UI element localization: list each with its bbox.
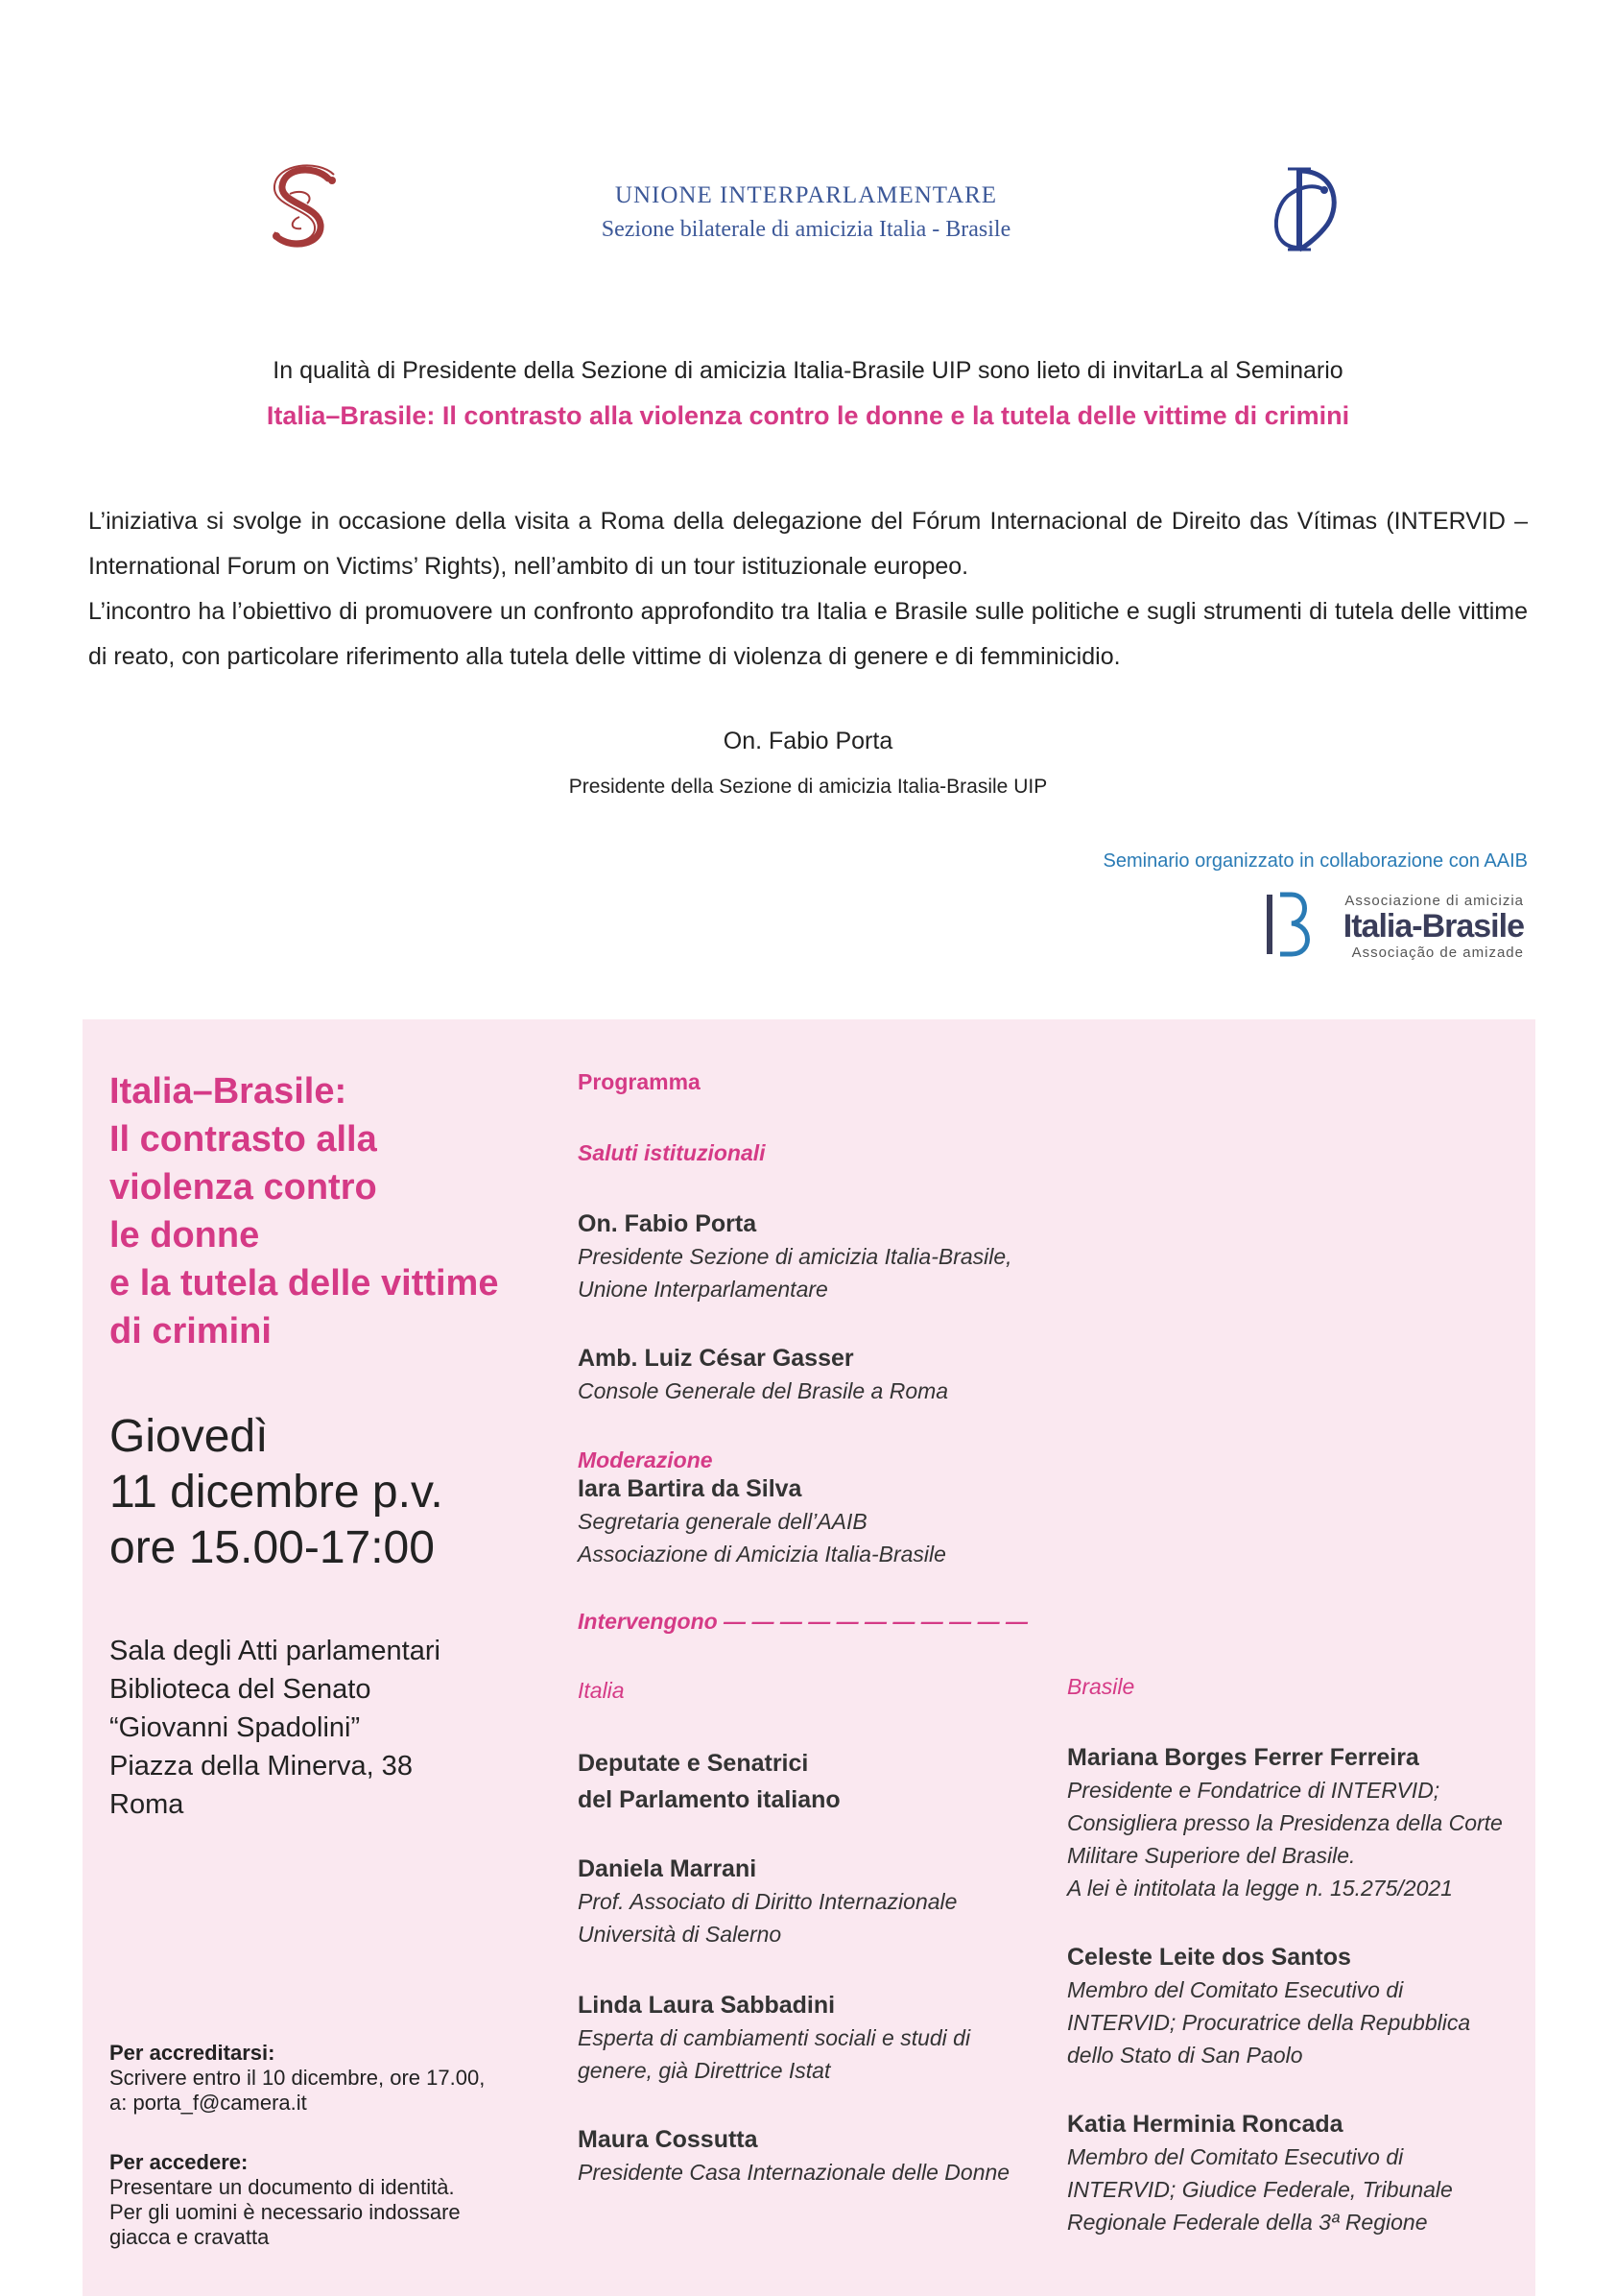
speaker-roncada: [1067, 2108, 1537, 2238]
speaker-role: Presidente Casa Internazionale delle Donne: [578, 2160, 1010, 2185]
speaker-name: Maura Cossutta: [578, 2126, 758, 2153]
event-title-line: Italia–Brasile:: [109, 1071, 347, 1112]
access-line: giacca e cravatta: [109, 2225, 270, 2249]
speaker-name: Katia Herminia Roncada: [1067, 2111, 1343, 2138]
event-title-line: Il contrasto alla: [109, 1119, 377, 1160]
program-heading: Programma: [578, 1069, 701, 1094]
accreditation-title: Per accreditarsi:: [109, 2041, 275, 2065]
speaker-sabbadini: [578, 1989, 1058, 2087]
venue-line: Sala degli Atti parlamentari: [109, 1636, 440, 1666]
speaker-name: On. Fabio Porta: [578, 1210, 757, 1237]
event-title: [109, 1067, 560, 1355]
camera-logo-icon: [1274, 161, 1349, 257]
access-info: [109, 2150, 541, 2250]
venue-line: Piazza della Minerva, 38: [109, 1751, 413, 1782]
invite-line: In qualità di Presidente della Sezione di amicizia Italia-Brasile UIP sono lieto di invitarLa al Seminario: [273, 357, 1343, 384]
intro-paragraph-2: L’incontro ha l’obiettivo di promuovere un confronto approfondito tra Italia e Brasile sulle politiche e sugli strumenti di tutela delle vittime di reato, con particolare riferimento alla tutela delle vittime di violenza di genere e di femminicidio.: [88, 598, 1528, 670]
date-line: Giovedì: [109, 1411, 269, 1462]
intro-text: [88, 499, 1528, 680]
signer-name: On. Fabio Porta: [723, 728, 893, 754]
speaker-role: Associazione di Amicizia Italia-Brasile: [578, 1542, 946, 1567]
speaker-role: Università di Salerno: [578, 1922, 782, 1947]
saluti-heading: Saluti istituzionali: [578, 1140, 766, 1165]
speaker-role: Consigliera presso la Presidenza della Corte: [1067, 1810, 1503, 1835]
speaker-name: Celeste Leite dos Santos: [1067, 1944, 1351, 1971]
org-title: UNIONE INTERPARLAMENTARE: [614, 182, 998, 208]
speaker-name: Deputate e Senatrici: [578, 1750, 809, 1777]
speaker-role: Membro del Comitato Esecutivo di: [1067, 2144, 1404, 2169]
aaib-logo-top: Associazione di amicizia: [1344, 893, 1524, 909]
speaker-role: Unione Interparlamentare: [578, 1277, 828, 1302]
speaker-name: Linda Laura Sabbadini: [578, 1992, 836, 2019]
accreditation-email: a: porta_f@camera.it: [109, 2091, 307, 2115]
event-title-line: violenza contro: [109, 1167, 377, 1208]
speaker-role: INTERVID; Giudice Federale, Tribunale: [1067, 2177, 1453, 2202]
speaker-name: Mariana Borges Ferrer Ferreira: [1067, 1744, 1419, 1771]
speaker-porta: [578, 1208, 1058, 1305]
access-line: Per gli uomini è necessario indossare: [109, 2200, 461, 2224]
speaker-parlamento: [578, 1745, 1058, 1818]
speaker-gasser: [578, 1342, 1058, 1407]
speaker-name: del Parlamento italiano: [578, 1786, 841, 1813]
speaker-cossutta: [578, 2123, 1058, 2188]
speaker-name: Iara Bartira da Silva: [578, 1475, 802, 1502]
venue-line: “Giovanni Spadolini”: [109, 1712, 361, 1743]
speaker-role: Segretaria generale dell’AAIB: [578, 1509, 867, 1534]
aaib-logo-bottom: Associação de amizade: [1351, 945, 1524, 961]
speaker-role: Militare Superiore del Brasile.: [1067, 1843, 1356, 1868]
speaker-ferreira: [1067, 1741, 1537, 1904]
speaker-role: Regionale Federale della 3ª Regione: [1067, 2210, 1428, 2235]
access-line: Presentare un documento di identità.: [109, 2175, 455, 2199]
seminar-title: Italia–Brasile: Il contrasto alla violenza contro le donne e la tutela delle vittime di crimini: [266, 401, 1350, 430]
event-date: [109, 1409, 443, 1576]
signer-role: Presidente della Sezione di amicizia Italia-Brasile UIP: [568, 776, 1048, 798]
brasile-heading: Brasile: [1067, 1674, 1135, 1699]
senato-logo-icon: [261, 161, 353, 257]
speaker-marrani: [578, 1853, 1058, 1950]
access-title: Per accedere:: [109, 2150, 249, 2174]
intervengono-heading: Intervengono — — — — — — — — — — —: [578, 1609, 1028, 1634]
intro-paragraph-1: L’iniziativa si svolge in occasione della visita a Roma della delegazione del Fórum Internacional de Direito das Vítimas (INTERVID – International Forum on Victims’ Rights), nell’ambito di un tour istituzionale europeo.: [88, 508, 1528, 580]
speaker-role: Membro del Comitato Esecutivo di: [1067, 1977, 1404, 2002]
event-venue: [109, 1632, 440, 1824]
moderazione-heading: Moderazione: [578, 1447, 713, 1472]
speaker-role: INTERVID; Procuratrice della Repubblica: [1067, 2010, 1471, 2035]
speaker-role: Console Generale del Brasile a Roma: [578, 1378, 949, 1403]
org-subtitle: Sezione bilaterale di amicizia Italia - Brasile: [601, 217, 1011, 242]
speaker-role: Esperta di cambiamenti sociali e studi di: [578, 2025, 971, 2050]
speaker-name: Amb. Luiz César Gasser: [578, 1345, 854, 1372]
event-title-line: le donne: [109, 1215, 260, 1256]
speaker-role: Presidente e Fondatrice di INTERVID;: [1067, 1778, 1440, 1803]
date-line: ore 15.00-17:00: [109, 1522, 435, 1573]
moderator: [578, 1444, 1058, 1570]
aaib-logo-name: Italia-Brasile: [1343, 908, 1524, 945]
speaker-role: dello Stato di San Paolo: [1067, 2043, 1303, 2068]
venue-line: Roma: [109, 1789, 184, 1820]
accreditation-info: [109, 2041, 541, 2116]
speaker-role: A lei è intitolata la legge n. 15.275/2021: [1067, 1876, 1453, 1901]
date-line: 11 dicembre p.v.: [109, 1467, 443, 1518]
speaker-name: Daniela Marrani: [578, 1855, 757, 1882]
speaker-role: genere, già Direttrice Istat: [578, 2058, 831, 2083]
collaboration-note: Seminario organizzato in collaborazione con AAIB: [1103, 850, 1528, 872]
event-title-line: di crimini: [109, 1311, 272, 1351]
speaker-role: Prof. Associato di Diritto Internazionale: [578, 1889, 958, 1914]
venue-line: Biblioteca del Senato: [109, 1674, 371, 1705]
speaker-role: Presidente Sezione di amicizia Italia-Brasile,: [578, 1244, 1012, 1269]
italia-heading: Italia: [578, 1678, 625, 1703]
accreditation-line: Scrivere entro il 10 dicembre, ore 17.00,: [109, 2066, 486, 2090]
speaker-santos: [1067, 1941, 1537, 2071]
event-title-line: e la tutela delle vittime: [109, 1263, 499, 1303]
